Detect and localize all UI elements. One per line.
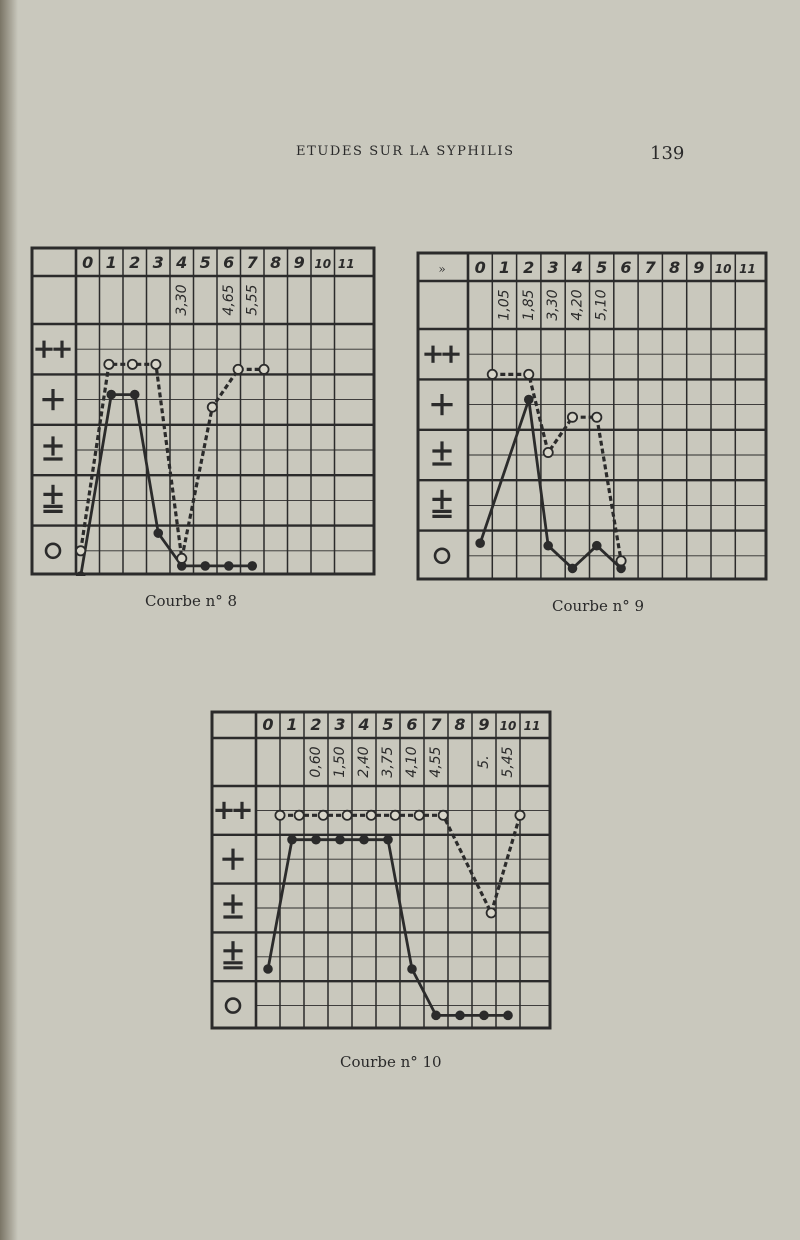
- dosage-label: 3,30: [545, 289, 562, 321]
- x-tick-label: 5: [199, 253, 211, 272]
- data-point: [480, 1011, 489, 1020]
- data-point: [76, 546, 85, 555]
- data-point: [524, 395, 533, 404]
- data-point: [415, 811, 424, 820]
- data-point: [432, 1011, 441, 1020]
- data-point: [391, 811, 400, 820]
- x-tick-label: 5: [382, 715, 394, 734]
- book-spine-shadow: [0, 0, 18, 1240]
- x-tick-label: 6: [223, 253, 235, 272]
- x-tick-label: 11: [739, 262, 756, 276]
- x-tick-label: 9: [293, 253, 305, 272]
- data-point: [295, 811, 304, 820]
- dosage-label: 5,45: [500, 746, 516, 778]
- data-point: [408, 965, 417, 974]
- x-tick-label: 4: [176, 253, 188, 272]
- data-point: [504, 1011, 513, 1020]
- reaction-level-sign: [225, 896, 241, 917]
- data-point: [343, 811, 352, 820]
- dosage-label: 1,05: [496, 289, 513, 321]
- data-point: [234, 365, 243, 374]
- reaction-level-sign: [45, 438, 61, 459]
- data-point: [360, 835, 369, 844]
- data-point: [456, 1011, 465, 1020]
- data-point: [488, 370, 497, 379]
- caption-courbe-8: Courbe n° 8: [145, 592, 238, 610]
- data-point: [524, 370, 533, 379]
- x-tick-label: 1: [498, 258, 511, 277]
- dosage-label: 4,20: [569, 289, 586, 321]
- x-tick-label: 11: [523, 719, 541, 733]
- data-point: [515, 811, 524, 820]
- data-point: [248, 562, 257, 571]
- data-point: [336, 835, 345, 844]
- x-tick-label: 8: [454, 715, 466, 734]
- data-point: [154, 529, 163, 538]
- data-point: [151, 360, 160, 369]
- x-tick-label: 10: [499, 719, 517, 733]
- data-point: [104, 360, 113, 369]
- dosage-label: 0,60: [308, 746, 324, 778]
- series-line-dashed: [492, 374, 621, 560]
- data-point: [367, 811, 376, 820]
- data-point: [107, 390, 116, 399]
- x-tick-label: 4: [358, 715, 370, 734]
- dosage-label: 5,10: [593, 289, 610, 321]
- x-tick-label: 3: [334, 715, 346, 734]
- x-tick-label: 11: [337, 257, 355, 271]
- x-tick-label: 6: [406, 715, 418, 734]
- data-point: [130, 390, 139, 399]
- x-tick-label: 10: [714, 262, 732, 276]
- x-tick-label: 5: [596, 258, 608, 277]
- chart-courbe-10: [210, 710, 552, 1030]
- reaction-level-sign: [45, 486, 61, 511]
- reaction-level-sign: [37, 342, 69, 356]
- chart-courbe-8: [30, 246, 376, 576]
- data-point: [224, 562, 233, 571]
- data-point: [319, 811, 328, 820]
- chart-courbe-9: [416, 251, 768, 581]
- data-point: [259, 365, 268, 374]
- reaction-level-sign: [44, 391, 62, 409]
- dosage-label: 1,50: [332, 746, 348, 778]
- data-point: [476, 539, 485, 548]
- dosage-label: 4,10: [404, 746, 420, 778]
- x-tick-label: 2: [310, 715, 322, 734]
- x-tick-label: 8: [668, 258, 681, 277]
- data-point: [568, 413, 577, 422]
- dosage-label: 5.: [476, 755, 492, 769]
- x-tick-label: 1: [286, 715, 298, 734]
- x-tick-label: 7: [644, 258, 656, 277]
- data-point: [275, 811, 284, 820]
- dosage-label: 3,30: [173, 284, 190, 316]
- reaction-level-sign: [224, 850, 242, 868]
- reaction-level-sign: [46, 544, 60, 558]
- caption-courbe-9: Courbe n° 9: [552, 597, 645, 615]
- data-point: [384, 835, 393, 844]
- x-tick-label: 3: [152, 253, 164, 272]
- reaction-level-sign: [434, 491, 450, 516]
- data-point: [201, 562, 210, 571]
- reaction-level-sign: [434, 443, 450, 464]
- x-tick-label: 8: [270, 253, 282, 272]
- x-tick-label: 4: [571, 258, 583, 277]
- data-point: [487, 908, 496, 917]
- x-tick-label: 9: [693, 258, 705, 277]
- x-tick-label: 9: [478, 715, 490, 734]
- data-point: [616, 556, 625, 565]
- data-point: [177, 554, 186, 563]
- dosage-label: 2,40: [356, 746, 372, 778]
- data-point: [264, 965, 273, 974]
- reaction-level-sign: [226, 999, 240, 1013]
- reaction-level-sign: [433, 396, 451, 414]
- x-tick-label: 10: [314, 257, 332, 271]
- data-point: [76, 572, 85, 576]
- data-point: [592, 413, 601, 422]
- corner-mark: »: [438, 262, 446, 276]
- x-tick-label: 2: [523, 258, 535, 277]
- running-head: ETUDES SUR LA SYPHILIS: [296, 144, 515, 159]
- x-tick-label: 0: [82, 253, 94, 272]
- x-tick-label: 0: [474, 258, 486, 277]
- data-point: [439, 811, 448, 820]
- x-tick-label: 6: [620, 258, 632, 277]
- caption-courbe-10: Courbe n° 10: [340, 1053, 442, 1071]
- series-line-solid: [81, 395, 253, 576]
- reaction-level-sign: [217, 803, 249, 817]
- dosage-label: 1,85: [520, 289, 537, 321]
- x-tick-label: 3: [547, 258, 559, 277]
- data-point: [544, 448, 553, 457]
- x-tick-label: 2: [129, 253, 141, 272]
- page-number: 139: [650, 143, 685, 164]
- data-point: [288, 835, 297, 844]
- data-point: [128, 360, 137, 369]
- reaction-level-sign: [435, 549, 449, 563]
- data-point: [208, 403, 217, 412]
- data-point: [592, 541, 601, 550]
- data-point: [544, 541, 553, 550]
- reaction-level-sign: [225, 943, 241, 968]
- x-tick-label: 7: [246, 253, 258, 272]
- dosage-label: 4,55: [428, 746, 444, 778]
- dosage-label: 4,65: [220, 284, 237, 316]
- data-point: [568, 564, 577, 573]
- x-tick-label: 1: [105, 253, 117, 272]
- dosage-label: 3,75: [380, 746, 396, 778]
- x-tick-label: 7: [430, 715, 442, 734]
- dosage-label: 5,55: [244, 284, 261, 316]
- x-tick-label: 0: [262, 715, 274, 734]
- reaction-level-sign: [426, 347, 458, 361]
- data-point: [312, 835, 321, 844]
